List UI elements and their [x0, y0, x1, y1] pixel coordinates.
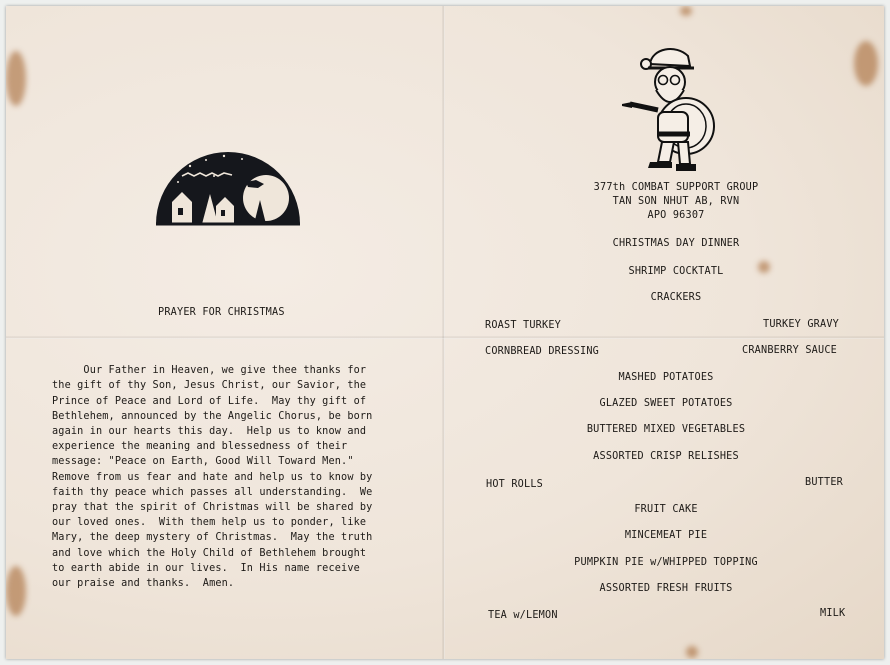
- menu-item: BUTTERED MIXED VEGETABLES: [586, 424, 746, 435]
- prayer-line: message: "Peace on Earth, Good Will Toward Men.": [52, 456, 354, 468]
- prayer-line: our praise and thanks. Amen.: [52, 578, 235, 590]
- menu-item: ROAST TURKEY: [485, 320, 562, 331]
- menu-item: BUTTER: [805, 477, 844, 488]
- prayer-line: Bethlehem, announced by the Angelic Chorus, be born: [52, 410, 373, 422]
- menu-title: CHRISTMAS DAY DINNER: [612, 238, 740, 249]
- menu-item: TEA w/LEMON: [488, 610, 558, 621]
- vertical-fold: [442, 6, 445, 659]
- prayer-line: again in our hearts this day. Help us to know and: [52, 426, 367, 438]
- menu-item: HOT ROLLS: [486, 479, 544, 490]
- stain-right-top: [854, 41, 878, 86]
- menu-item: FRUIT CAKE: [634, 504, 698, 515]
- prayer-line: pray that the spirit of Christmas will be shared by: [52, 502, 373, 514]
- base-name: TAN SON NHUT AB, RVN: [612, 196, 740, 207]
- prayer-line: faith thy peace which passes all understanding. We: [52, 486, 373, 498]
- prayer-line: and love which the Holy Child of Bethlehem brought: [52, 547, 367, 559]
- menu-item: TURKEY GRAVY: [763, 319, 840, 330]
- stain-left-top: [6, 51, 26, 106]
- menu-item: MASHED POTATOES: [618, 372, 714, 383]
- prayer-line: experience the meaning and blessedness of their: [52, 441, 348, 453]
- prayer-line: Mary, the deep mystery of Christmas. May the truth: [52, 532, 373, 544]
- menu-item: GLAZED SWEET POTATOES: [599, 398, 733, 409]
- prayer-text: [52, 348, 402, 606]
- prayer-line: Prince of Peace and Lord of Life. May thy gift of: [52, 395, 367, 407]
- santa-claus-illustration: [618, 44, 718, 178]
- night-sky-sleigh-illustration: [154, 146, 302, 228]
- prayer-line: Remove from us fear and hate and help us to know by: [52, 471, 373, 483]
- stain-bottom: [686, 646, 698, 658]
- prayer-title: PRAYER FOR CHRISTMAS: [158, 307, 285, 318]
- menu-item: ASSORTED FRESH FRUITS: [599, 583, 733, 594]
- menu-item: CRANBERRY SAUCE: [742, 345, 838, 356]
- prayer-line: to earth abide in our lives. In His name receive: [52, 562, 360, 574]
- unit-name: 377th COMBAT SUPPORT GROUP: [593, 182, 759, 193]
- menu-item: PUMPKIN PIE w/WHIPPED TOPPING: [574, 557, 758, 568]
- prayer-line: the gift of thy Son, Jesus Christ, our Savior, the: [52, 380, 367, 392]
- menu-item: ASSORTED CRISP RELISHES: [593, 451, 739, 462]
- menu-sheet: [6, 6, 884, 659]
- apo-address: APO 96307: [647, 210, 705, 221]
- menu-item: CORNBREAD DRESSING: [485, 346, 600, 357]
- stain-top: [680, 6, 692, 16]
- stain-left-bottom: [6, 566, 26, 616]
- menu-item: MINCEMEAT PIE: [624, 530, 708, 541]
- horizontal-fold: [6, 336, 884, 339]
- menu-item: MILK: [820, 608, 846, 619]
- prayer-line: Our Father in Heaven, we give thee thanks for: [52, 365, 367, 377]
- menu-item: SHRIMP COCKTATL: [628, 266, 724, 277]
- menu-item: CRACKERS: [650, 292, 702, 303]
- prayer-line: our loved ones. With them help us to ponder, like: [52, 517, 367, 529]
